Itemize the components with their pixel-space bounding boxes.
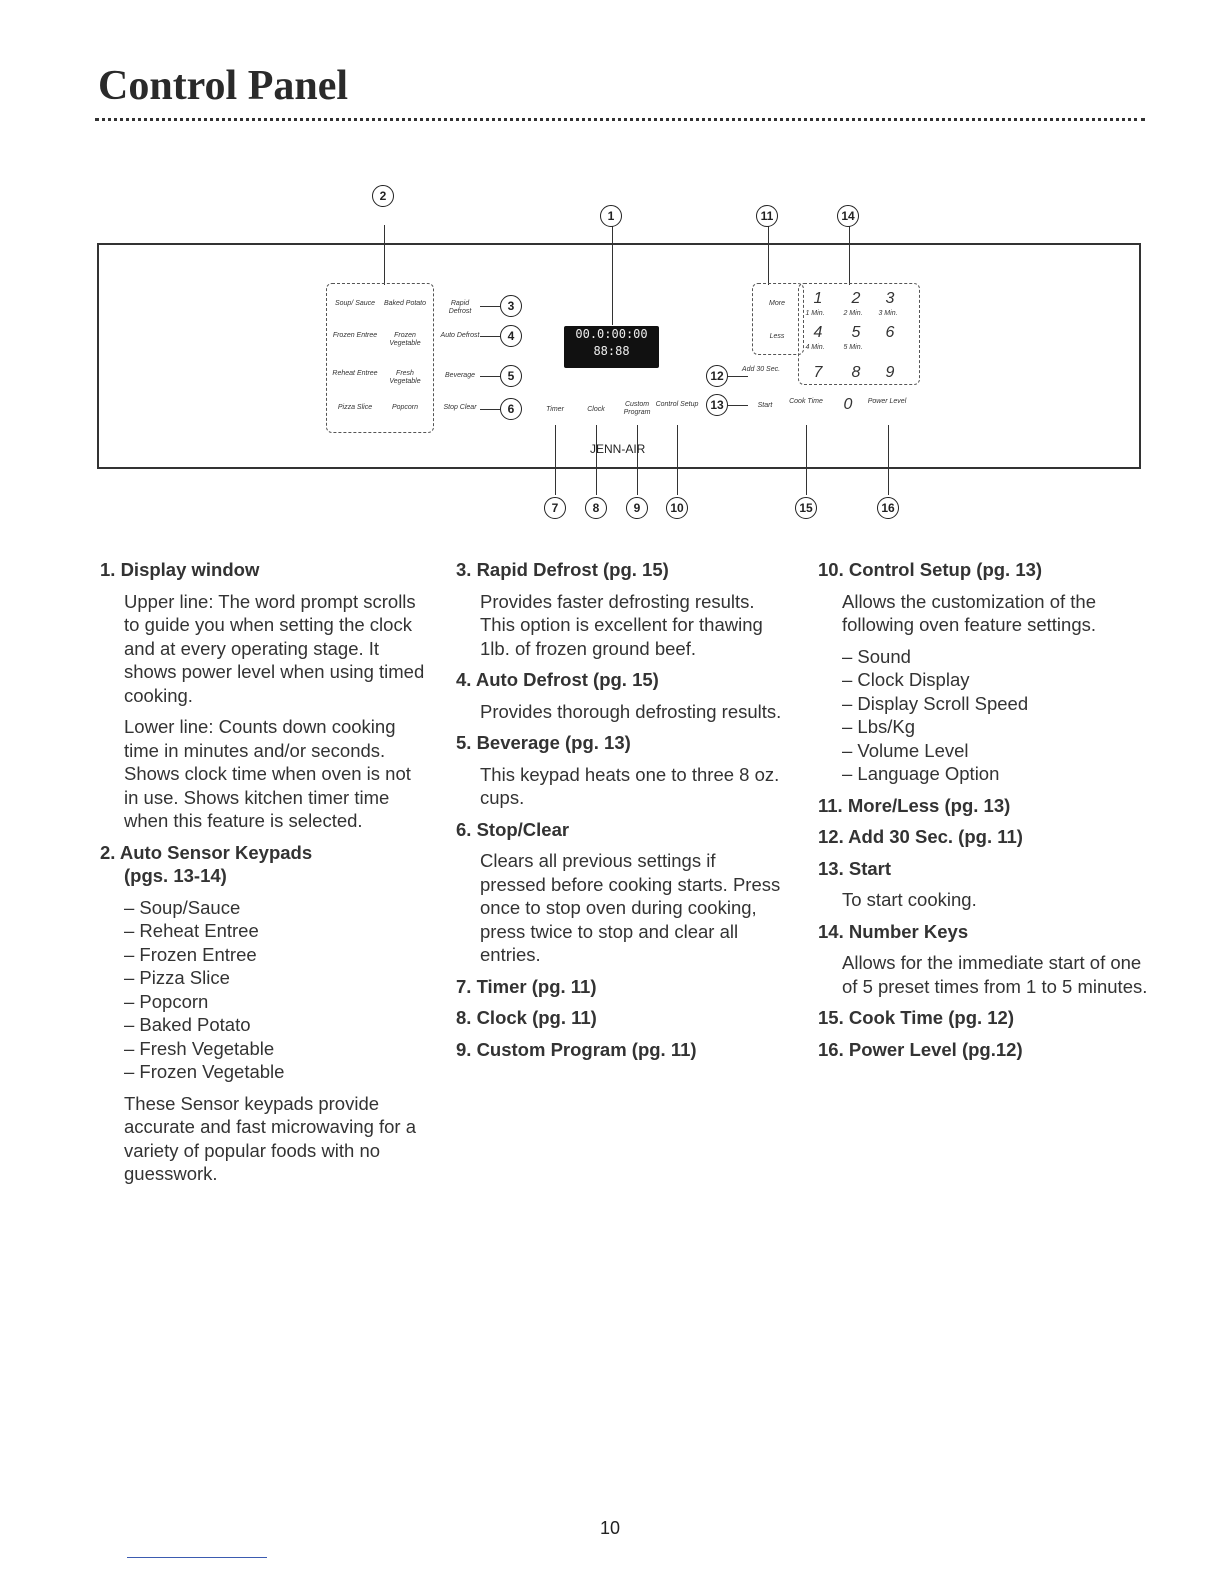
heading-add-30-sec: 12. Add 30 Sec. (pg. 11): [818, 826, 1023, 847]
heading-stop-clear: 6. Stop/Clear: [456, 818, 570, 840]
list-item: – Clock Display: [842, 669, 970, 690]
key-stop-clear[interactable]: Stop Clear: [443, 404, 477, 411]
key-0[interactable]: 0: [843, 396, 853, 413]
key-1[interactable]: 1: [813, 290, 823, 307]
paragraph: Provides faster defrosting results. This option is excellent for thawing 1lb. of frozen ground beef.: [480, 590, 763, 659]
list-item: – Soup/Sauce: [124, 896, 241, 918]
callout-3: 3: [500, 295, 522, 317]
paragraph: To start cooking.: [842, 889, 977, 910]
list-item: – Sound: [842, 645, 911, 667]
column-2: [456, 558, 786, 1069]
callout-6: 6: [500, 398, 522, 420]
callout-11: 11: [756, 205, 778, 227]
heading-beverage: 5. Beverage (pg. 13): [456, 732, 631, 753]
key-more[interactable]: More: [769, 300, 785, 307]
key-add-30-sec[interactable]: Add 30 Sec.: [741, 366, 781, 373]
footer-rule: [127, 1557, 267, 1558]
callout-4: 4: [500, 325, 522, 347]
sub-3-min: 3 Min.: [878, 310, 898, 317]
key-clock[interactable]: Clock: [587, 406, 605, 413]
title-rule: [95, 118, 1145, 121]
paragraph: Provides thorough defrosting results.: [480, 700, 782, 722]
key-9[interactable]: 9: [885, 364, 895, 381]
sub-1-min: 1 Min.: [805, 310, 825, 317]
key-reheat-entree[interactable]: Reheat Entree: [332, 370, 378, 377]
display-window: [564, 326, 659, 368]
heading-custom-program: 9. Custom Program (pg. 11): [456, 1038, 697, 1060]
display-lower-line: 88:88: [593, 344, 630, 358]
key-frozen-vegetable[interactable]: Frozen Vegetable: [389, 332, 421, 347]
list-item: – Fresh Vegetable: [124, 1037, 275, 1059]
heading-control-setup: 10. Control Setup (pg. 13): [818, 559, 1043, 580]
paragraph: This keypad heats one to three 8 oz. cups.: [480, 763, 780, 808]
page-title: Control Panel: [98, 63, 349, 109]
callout-8: 8: [585, 497, 607, 519]
display-upper-line: 00.0:00:00: [575, 327, 648, 341]
key-baked-potato[interactable]: Baked Potato: [383, 300, 427, 307]
paragraph: Upper line: The word prompt scrolls to guide you when setting the clock and at every operating stage. It shows power level when using timed cooking.: [124, 590, 425, 706]
heading-timer: 7. Timer (pg. 11): [456, 975, 597, 997]
heading-display-window: 1. Display window: [100, 559, 260, 580]
sub-5-min: 5 Min.: [843, 344, 863, 351]
key-pizza-slice[interactable]: Pizza Slice: [337, 404, 373, 411]
key-start[interactable]: Start: [757, 402, 773, 409]
callout-9: 9: [626, 497, 648, 519]
callout-2: 2: [372, 185, 394, 207]
key-timer[interactable]: Timer: [546, 406, 564, 413]
column-3: [818, 558, 1148, 1069]
heading-number-keys: 14. Number Keys: [818, 920, 969, 942]
list-item: – Reheat Entree: [124, 920, 259, 941]
list-item: – Pizza Slice: [124, 967, 230, 988]
key-beverage[interactable]: Beverage: [445, 372, 475, 379]
paragraph: Allows for the immediate start of one of 5 preset times from 1 to 5 minutes.: [842, 952, 1148, 997]
key-power-level[interactable]: Power Level: [867, 398, 907, 405]
list-item: – Language Option: [842, 763, 1000, 784]
key-rapid-defrost[interactable]: Rapid Defrost: [448, 300, 472, 315]
callout-5: 5: [500, 365, 522, 387]
heading-power-level: 16. Power Level (pg.12): [818, 1038, 1023, 1060]
setup-list: [818, 645, 1148, 786]
paragraph: Allows the customization of the following oven feature settings.: [842, 590, 1097, 635]
key-less[interactable]: Less: [769, 333, 785, 340]
heading-cook-time: 15. Cook Time (pg. 12): [818, 1007, 1015, 1028]
list-item: – Lbs/Kg: [842, 716, 916, 737]
list-item: – Display Scroll Speed: [842, 692, 1029, 714]
callout-1: 1: [600, 205, 622, 227]
paragraph: Lower line: Counts down cooking time in minutes and/or seconds. Shows clock time when oven is not in use. Shows kitchen timer time when this feature is selected.: [124, 716, 411, 831]
heading-auto-defrost: 4. Auto Defrost (pg. 15): [456, 669, 659, 690]
key-5[interactable]: 5: [851, 324, 861, 341]
key-4[interactable]: 4: [813, 324, 823, 341]
callout-14: 14: [837, 205, 859, 227]
callout-13: 13: [706, 394, 728, 416]
paragraph: Clears all previous settings if pressed before cooking starts. Press once to stop oven during cooking, press twice to stop and clear all entries.: [480, 850, 781, 965]
key-3[interactable]: 3: [885, 290, 895, 307]
callout-7: 7: [544, 497, 566, 519]
sub-4-min: 4 Min.: [805, 344, 825, 351]
page-number: 10: [600, 1518, 621, 1538]
key-fresh-vegetable[interactable]: Fresh Vegetable: [389, 370, 421, 385]
list-item: – Frozen Vegetable: [124, 1061, 285, 1082]
callout-15: 15: [795, 497, 817, 519]
heading-auto-sensor-pages: (pgs. 13-14): [124, 865, 227, 886]
sub-2-min: 2 Min.: [843, 310, 863, 317]
callout-16: 16: [877, 497, 899, 519]
heading-start: 13. Start: [818, 857, 892, 879]
heading-rapid-defrost: 3. Rapid Defrost (pg. 15): [456, 559, 669, 580]
key-8[interactable]: 8: [851, 364, 861, 381]
key-2[interactable]: 2: [851, 290, 861, 307]
list-item: – Baked Potato: [124, 1014, 251, 1035]
paragraph: These Sensor keypads provide accurate and fast microwaving for a variety of popular foods with no guesswork.: [124, 1092, 417, 1184]
list-item: – Popcorn: [124, 990, 209, 1012]
key-control-setup[interactable]: Control Setup: [655, 401, 699, 408]
key-cook-time[interactable]: Cook Time: [789, 398, 823, 405]
heading-auto-sensor: 2. Auto Sensor Keypads: [100, 841, 313, 863]
key-popcorn[interactable]: Popcorn: [391, 404, 419, 411]
key-soup-sauce[interactable]: Soup/ Sauce: [334, 300, 376, 307]
heading-more-less: 11. More/Less (pg. 13): [818, 794, 1011, 816]
key-6[interactable]: 6: [885, 324, 895, 341]
callout-12: 12: [706, 365, 728, 387]
sensor-list: [100, 896, 430, 1084]
callout-10: 10: [666, 497, 688, 519]
column-1: [100, 558, 430, 1194]
list-item: – Volume Level: [842, 739, 969, 761]
jenn-air-logo: JENN-AIR: [590, 442, 646, 456]
list-item: – Frozen Entree: [124, 943, 257, 965]
key-custom-program[interactable]: Custom Program: [623, 401, 651, 416]
key-7[interactable]: 7: [813, 364, 823, 381]
key-frozen-entree[interactable]: Frozen Entree: [332, 332, 378, 339]
heading-clock: 8. Clock (pg. 11): [456, 1007, 597, 1028]
key-auto-defrost[interactable]: Auto Defrost: [440, 332, 480, 339]
